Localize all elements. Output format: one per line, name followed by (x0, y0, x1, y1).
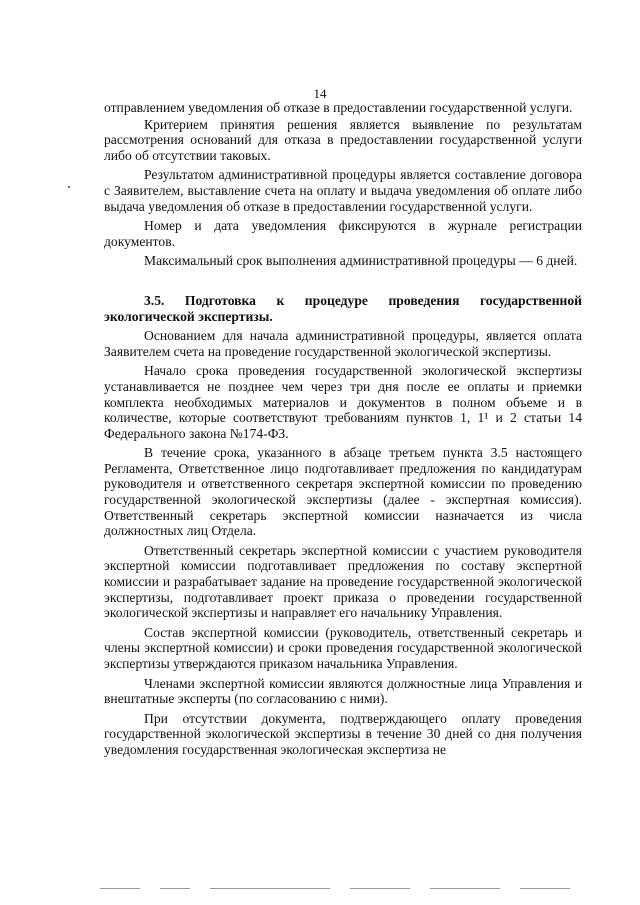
paragraph-commission-composition: Состав экспертной комиссии (руководитель, ответственный секретарь и члены экспертной комиссии) и сроки проведения государственной экологической экспертизы утверждаются приказом начальника Управления. (104, 624, 582, 671)
paragraph-start-term: Начало срока проведения государственной экологической экспертизы устанавливается не позднее чем через три дня после ее оплаты и приемки комплекта необходимых материалов и документов в полном объеме и в количестве, которые соответствуют требованиям пунктов 1, 1¹ и 2 статьи 14 Федерального закона №174-ФЗ. (104, 363, 582, 441)
paragraph-secretary-duties: Ответственный секретарь экспертной комиссии с участием руководителя экспертной комиссии подготавливает предложения по составу экспертной комиссии и разрабатывает задание на проведение государственной экологической экспертизы, подготавливает проект приказа о проведении государственной экологической экспертизы и направляет его начальнику Управления. (104, 542, 582, 621)
margin-speck (68, 186, 70, 188)
paragraph-continuation: отправлением уведомления об отказе в предоставлении государственной услуги. (104, 100, 573, 115)
paragraph-decision-criterion: Критерием принятия решения является выявление по результатам рассмотрения оснований для отказа в предоставлении государственной услуги либо об отсутствии таковых. (104, 116, 582, 163)
paragraph-commission-members: Членами экспертной комиссии являются должностные лица Управления и внештатные эксперты (по согласованию с ними). (104, 675, 582, 707)
paragraph-no-payment: При отсутствии документа, подтверждающего оплату проведения государственной экологической экспертизы в течение 30 дней со дня получения уведомления государственная экологическая экспертиза не (104, 710, 582, 757)
section-heading: 3.5. Подготовка к процедуре проведения государственной экологической экспертизы. (104, 292, 582, 324)
scan-artifact-marks (100, 888, 580, 892)
document-body (104, 100, 582, 762)
paragraph-candidates: В течение срока, указанного в абзаце третьем пункта 3.5 настоящего Регламента, Ответственное лицо подготавливает предложения по кандидатурам руководителя и ответственного секретаря экспертной комиссии по проведению государственной экологической экспертизы (далее - экспертная комиссия). Ответственный секретарь экспертной комиссии назначается из числа должностных лиц Отдела. (104, 445, 582, 539)
page-number: 14 (313, 86, 327, 101)
paragraph-basis: Основанием для начала административной процедуры, является оплата Заявителем счета на проведение государственной экологической экспертизы. (104, 328, 582, 359)
paragraph-procedure-result: Результатом административной процедуры является составление договора с Заявителем, выставление счета на оплату и выдача уведомления об оплате либо выдача уведомления об отказе в предоставлении государственной услуги. (104, 167, 582, 214)
paragraph-notice-registration: Номер и дата уведомления фиксируются в журнале регистрации документов. (104, 218, 582, 249)
paragraph-max-duration: Максимальный срок выполнения административной процедуры — 6 дней. (144, 253, 578, 269)
